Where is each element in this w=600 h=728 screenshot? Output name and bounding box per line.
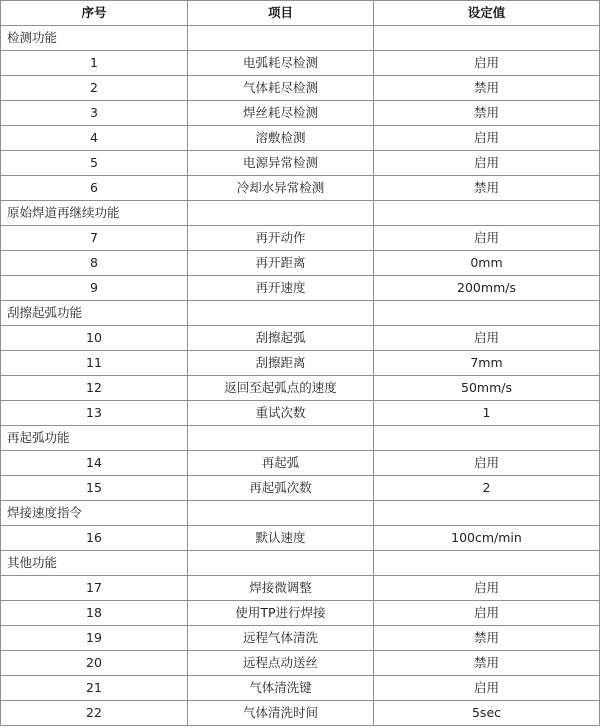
header-number: 序号 — [1, 1, 188, 26]
section-title: 刮擦起弧功能 — [1, 301, 188, 326]
table-row — [1, 651, 600, 676]
row-number: 11 — [1, 351, 188, 376]
table-row — [1, 326, 600, 351]
empty-cell — [188, 26, 374, 51]
row-number: 17 — [1, 576, 188, 601]
table-row — [1, 51, 600, 76]
table-row — [1, 601, 600, 626]
row-number: 15 — [1, 476, 188, 501]
row-value: 200mm/s — [374, 276, 600, 301]
row-number: 12 — [1, 376, 188, 401]
section-title: 原始焊道再继续功能 — [1, 201, 188, 226]
row-number: 16 — [1, 526, 188, 551]
section-title: 检测功能 — [1, 26, 188, 51]
empty-cell — [188, 426, 374, 451]
empty-cell — [374, 26, 600, 51]
row-item: 远程点动送丝 — [188, 651, 374, 676]
row-value: 启用 — [374, 51, 600, 76]
row-value: 启用 — [374, 576, 600, 601]
table-header-row — [1, 1, 600, 26]
row-number: 2 — [1, 76, 188, 101]
row-item: 电弧耗尽检测 — [188, 51, 374, 76]
table-row — [1, 376, 600, 401]
row-number: 22 — [1, 701, 188, 726]
row-number: 3 — [1, 101, 188, 126]
table-body — [1, 26, 600, 726]
row-number: 4 — [1, 126, 188, 151]
section-title: 其他功能 — [1, 551, 188, 576]
row-value: 启用 — [374, 601, 600, 626]
section-row — [1, 426, 600, 451]
table-row — [1, 251, 600, 276]
row-item: 刮擦距离 — [188, 351, 374, 376]
section-row — [1, 26, 600, 51]
row-value: 100cm/min — [374, 526, 600, 551]
table-row — [1, 151, 600, 176]
row-item: 焊丝耗尽检测 — [188, 101, 374, 126]
row-number: 14 — [1, 451, 188, 476]
row-value: 启用 — [374, 326, 600, 351]
row-value: 禁用 — [374, 626, 600, 651]
section-row — [1, 551, 600, 576]
table-row — [1, 176, 600, 201]
table-row — [1, 701, 600, 726]
row-number: 10 — [1, 326, 188, 351]
table-row — [1, 226, 600, 251]
row-item: 冷却水异常检测 — [188, 176, 374, 201]
row-item: 再起弧 — [188, 451, 374, 476]
empty-cell — [188, 551, 374, 576]
row-number: 18 — [1, 601, 188, 626]
table-row — [1, 401, 600, 426]
row-item: 气体耗尽检测 — [188, 76, 374, 101]
row-value: 禁用 — [374, 176, 600, 201]
table-row — [1, 276, 600, 301]
table-row — [1, 476, 600, 501]
section-row — [1, 201, 600, 226]
empty-cell — [374, 426, 600, 451]
table-row — [1, 351, 600, 376]
row-value: 启用 — [374, 676, 600, 701]
row-value: 0mm — [374, 251, 600, 276]
empty-cell — [374, 501, 600, 526]
row-value: 禁用 — [374, 651, 600, 676]
row-value: 1 — [374, 401, 600, 426]
row-number: 21 — [1, 676, 188, 701]
row-item: 再起弧次数 — [188, 476, 374, 501]
row-value: 禁用 — [374, 76, 600, 101]
row-value: 启用 — [374, 226, 600, 251]
section-title: 焊接速度指令 — [1, 501, 188, 526]
row-value: 2 — [374, 476, 600, 501]
header-item: 项目 — [188, 1, 374, 26]
row-value: 启用 — [374, 126, 600, 151]
row-number: 6 — [1, 176, 188, 201]
row-value: 7mm — [374, 351, 600, 376]
row-item: 再开动作 — [188, 226, 374, 251]
empty-cell — [374, 201, 600, 226]
row-number: 20 — [1, 651, 188, 676]
row-value: 启用 — [374, 451, 600, 476]
row-number: 1 — [1, 51, 188, 76]
row-item: 焊接微调整 — [188, 576, 374, 601]
section-row — [1, 501, 600, 526]
row-number: 19 — [1, 626, 188, 651]
row-number: 13 — [1, 401, 188, 426]
table-row — [1, 126, 600, 151]
row-number: 7 — [1, 226, 188, 251]
row-item: 再开速度 — [188, 276, 374, 301]
row-item: 默认速度 — [188, 526, 374, 551]
empty-cell — [188, 301, 374, 326]
row-item: 远程气体清洗 — [188, 626, 374, 651]
table-row — [1, 451, 600, 476]
row-number: 9 — [1, 276, 188, 301]
row-number: 8 — [1, 251, 188, 276]
empty-cell — [188, 501, 374, 526]
row-value: 禁用 — [374, 101, 600, 126]
row-item: 气体清洗键 — [188, 676, 374, 701]
header-value: 设定值 — [374, 1, 600, 26]
table-row — [1, 76, 600, 101]
table-row — [1, 526, 600, 551]
row-number: 5 — [1, 151, 188, 176]
table-row — [1, 101, 600, 126]
empty-cell — [188, 201, 374, 226]
row-item: 返回至起弧点的速度 — [188, 376, 374, 401]
row-item: 使用TP进行焊接 — [188, 601, 374, 626]
section-title: 再起弧功能 — [1, 426, 188, 451]
table-row — [1, 626, 600, 651]
row-item: 气体清洗时间 — [188, 701, 374, 726]
row-item: 电源异常检测 — [188, 151, 374, 176]
row-value: 5sec — [374, 701, 600, 726]
row-item: 再开距离 — [188, 251, 374, 276]
row-item: 溶敷检测 — [188, 126, 374, 151]
section-row — [1, 301, 600, 326]
row-item: 刮擦起弧 — [188, 326, 374, 351]
empty-cell — [374, 551, 600, 576]
empty-cell — [374, 301, 600, 326]
row-item: 重试次数 — [188, 401, 374, 426]
row-value: 50mm/s — [374, 376, 600, 401]
table-row — [1, 576, 600, 601]
row-value: 启用 — [374, 151, 600, 176]
table-row — [1, 676, 600, 701]
